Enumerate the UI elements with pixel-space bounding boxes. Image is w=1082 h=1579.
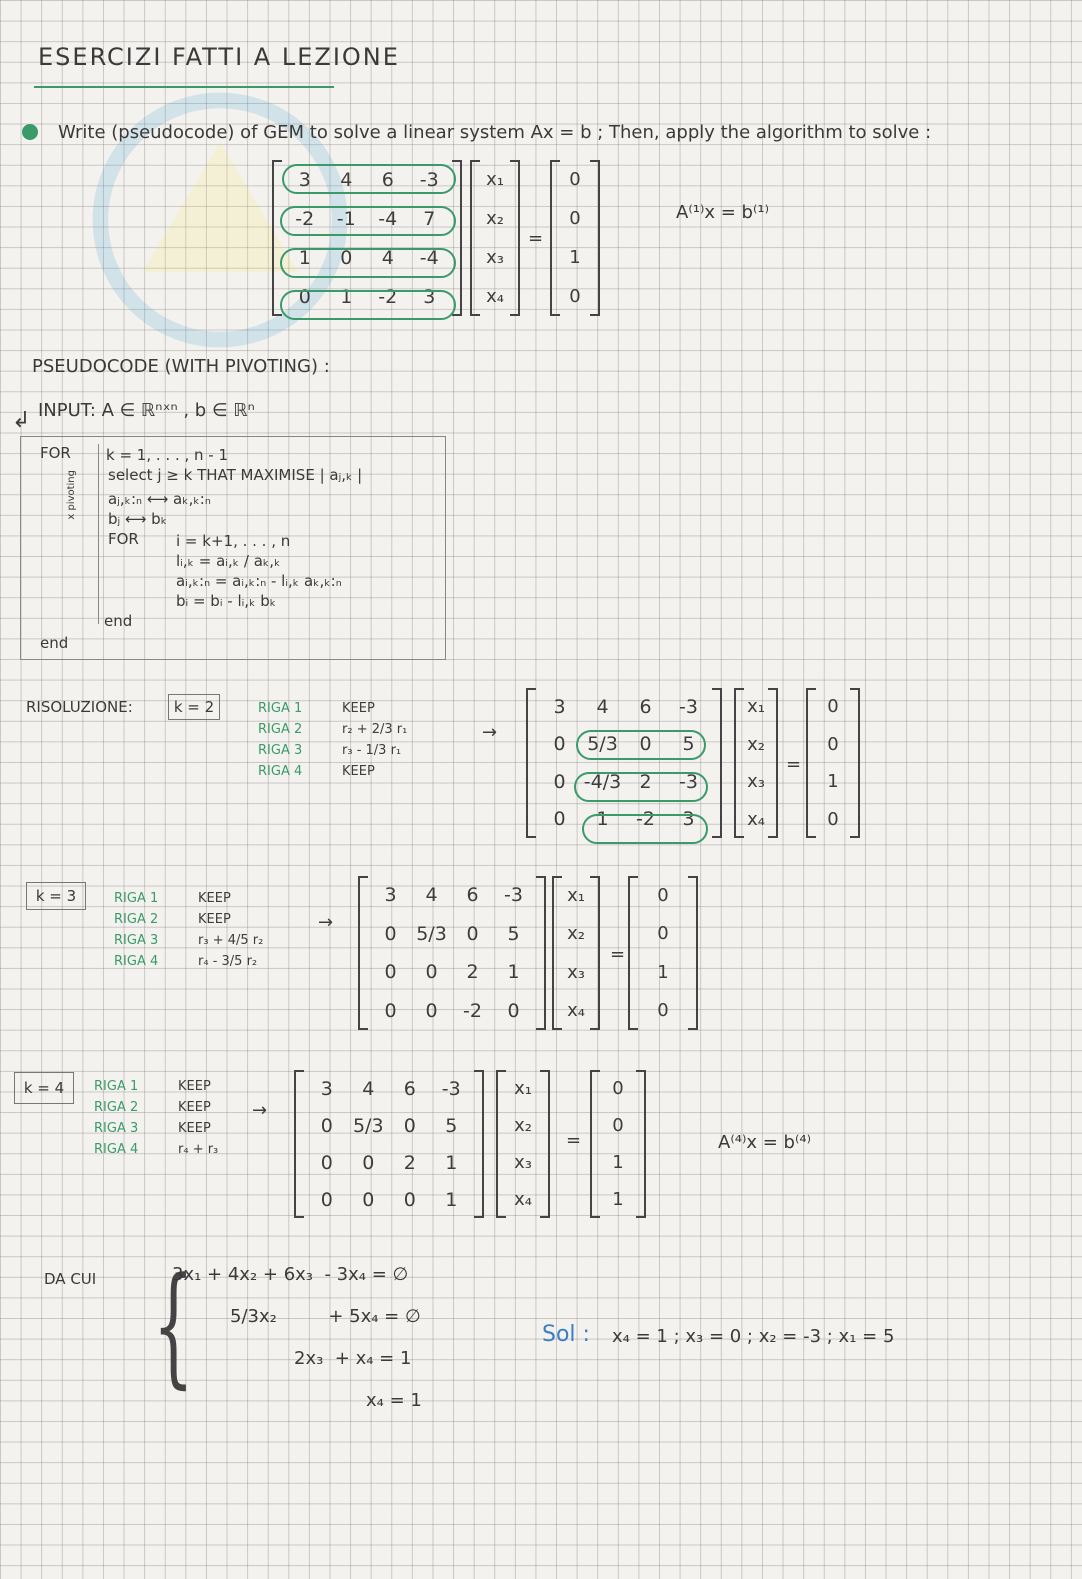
row-op (94, 1118, 244, 1139)
matrix-cell: 0 (384, 961, 397, 984)
matrix-cell: 6 (403, 1077, 416, 1100)
row-operation: KEEP (198, 891, 231, 906)
matrix-cell: -2 (295, 207, 315, 230)
row-oval (582, 814, 708, 844)
row-name: RIGA 4 (94, 1142, 139, 1157)
matrix-cell: 0 (384, 922, 397, 945)
matrix-cell: 4 (362, 1077, 375, 1100)
for-keyword: FOR (40, 444, 71, 462)
row-name: RIGA 3 (114, 933, 159, 948)
matrix-cell: 0 (340, 246, 353, 269)
rhs-cell: 0 (827, 808, 839, 830)
rhs-cell: 0 (569, 286, 581, 307)
row-ops (258, 698, 458, 782)
rhs-cell: 0 (827, 696, 839, 718)
equation: 2x₃ + x₄ = 1 (294, 1348, 412, 1369)
matrix-cell: 6 (381, 168, 394, 191)
row-operation: KEEP (342, 701, 375, 716)
rhs-cell: 0 (569, 208, 581, 229)
matrix-cell: 3 (553, 695, 566, 718)
row-name: RIGA 1 (94, 1079, 139, 1094)
from-which-label: DA CUI (44, 1270, 97, 1288)
code-line: select j ≥ k THAT MAXIMISE | aⱼ,ₖ | (108, 466, 363, 484)
matrix-cell: -1 (336, 207, 356, 230)
rhs-cell: 0 (612, 1115, 624, 1136)
row-oval (280, 290, 456, 320)
matrix-cell: -2 (463, 999, 482, 1022)
matrix-cell: 6 (466, 884, 479, 907)
vector-x-2 (734, 688, 778, 838)
vector-b-3 (628, 876, 698, 1030)
matrix-cell: 1 (340, 285, 353, 308)
equals-sign: = (610, 944, 626, 965)
pseudocode-input: INPUT: A ∈ ℝⁿˣⁿ , b ∈ ℝⁿ (38, 400, 255, 421)
equals-sign: = (566, 1130, 582, 1151)
unknown-cell: x₂ (747, 733, 765, 755)
unknown-cell: x₃ (747, 771, 765, 793)
rhs-cell: 0 (827, 733, 839, 755)
matrix-cell: -2 (378, 285, 398, 308)
matrix-cell: 0 (320, 1114, 333, 1137)
row-op (94, 1076, 244, 1097)
page-title: ESERCIZI FATTI A LEZIONE (38, 43, 400, 71)
return-arrow-icon: ↲ (12, 408, 31, 433)
row-oval (574, 772, 708, 802)
exercise-prompt: Write (pseudocode) of GEM to solve a linear system Ax = b ; Then, apply the algorithm to solve : (58, 122, 932, 143)
equation: 3x₁ + 4x₂ + 6x₃ - 3x₄ = ∅ (172, 1264, 409, 1285)
matrix-cell: 3 (384, 884, 397, 907)
matrix-cell: 3 (682, 808, 695, 831)
rhs-cell: 0 (657, 884, 669, 906)
bullet-dot (22, 124, 38, 140)
for-keyword: FOR (108, 530, 139, 548)
matrix-a-3 (358, 876, 546, 1030)
pseudocode-heading: PSEUDOCODE (WITH PIVOTING) : (32, 356, 330, 377)
row-operation: r₄ - 3/5 r₂ (198, 954, 258, 969)
matrix-cell: 6 (639, 695, 652, 718)
equation: x₄ = 1 (366, 1390, 422, 1411)
row-operation: r₃ + 4/5 r₂ (198, 933, 264, 948)
matrix-cell: 3 (320, 1077, 333, 1100)
code-line: bⱼ ⟷ bₖ (108, 510, 168, 528)
end-keyword: end (104, 612, 133, 630)
row-op (114, 930, 314, 951)
row-operation: KEEP (178, 1121, 211, 1136)
unknown-cell: x₁ (486, 169, 504, 190)
solution-label: RISOLUZIONE: (26, 698, 133, 716)
unknown-cell: x₄ (747, 808, 765, 830)
rhs-cell: 1 (569, 247, 581, 268)
end-keyword: end (40, 634, 69, 652)
matrix-cell: -2 (636, 808, 655, 831)
rhs-cell: 0 (569, 169, 581, 190)
vector-x-1 (470, 160, 520, 316)
matrix-cell: 1 (596, 808, 609, 831)
code-line: aⱼ,ₖ:ₙ ⟷ aₖ,ₖ:ₙ (108, 490, 211, 508)
row-operation: KEEP (178, 1100, 211, 1115)
matrix-cell: 3 (423, 285, 436, 308)
vector-x-4 (496, 1070, 550, 1218)
row-op (258, 719, 458, 740)
rhs-cell: 0 (612, 1078, 624, 1099)
brace-icon: { (152, 1249, 195, 1401)
matrix-cell: 5/3 (352, 1114, 384, 1137)
vector-b-2 (806, 688, 860, 838)
matrix-cell: 1 (507, 961, 520, 984)
matrix-cell: 0 (403, 1188, 416, 1211)
row-op (114, 909, 314, 930)
row-op (94, 1097, 244, 1118)
matrix-cell: -4 (378, 207, 398, 230)
row-name: RIGA 4 (258, 764, 303, 779)
equals-sign: = (786, 754, 802, 775)
matrix-cell: 5/3 (416, 922, 447, 945)
matrix-cell: 3 (298, 168, 311, 191)
row-op (258, 740, 458, 761)
vector-b-1 (550, 160, 600, 316)
matrix-cell: 0 (403, 1114, 416, 1137)
row-op (114, 951, 314, 972)
vector-x-3 (552, 876, 600, 1030)
matrix-cell: 0 (466, 922, 479, 945)
matrix-cell: 4 (381, 246, 394, 269)
system-label-1: A⁽¹⁾x = b⁽¹⁾ (676, 202, 770, 223)
title-underline (34, 86, 334, 88)
matrix-cell: 5 (507, 922, 520, 945)
unknown-cell: x₃ (514, 1152, 532, 1173)
matrix-cell: 7 (423, 207, 436, 230)
row-operation: KEEP (342, 764, 375, 779)
matrix-cell: 5/3 (587, 733, 618, 756)
for-range: i = k+1, . . . , n (176, 532, 291, 550)
row-operation: KEEP (178, 1079, 211, 1094)
matrix-cell: -3 (441, 1077, 461, 1100)
matrix-cell: 0 (320, 1151, 333, 1174)
matrix-cell: 0 (507, 999, 520, 1022)
matrix-cell: -3 (679, 770, 698, 793)
matrix-cell: -3 (679, 695, 698, 718)
code-line: lᵢ,ₖ = aᵢ,ₖ / aₖ,ₖ (176, 552, 281, 570)
row-oval (280, 248, 456, 278)
row-oval (280, 206, 456, 236)
matrix-cell: 4 (596, 695, 609, 718)
rhs-cell: 1 (612, 1189, 624, 1210)
rhs-cell: 1 (612, 1152, 624, 1173)
k-box: k = 2 (168, 694, 220, 720)
matrix-cell: 2 (403, 1151, 416, 1174)
row-operation: r₂ + 2/3 r₁ (342, 722, 408, 737)
row-name: RIGA 2 (258, 722, 303, 737)
matrix-cell: -3 (419, 168, 439, 191)
matrix-cell: -4/3 (583, 770, 622, 793)
matrix-cell: 0 (362, 1151, 375, 1174)
arrow-icon: → (318, 912, 334, 933)
row-operation: r₃ - 1/3 r₁ (342, 743, 402, 758)
row-op (114, 888, 314, 909)
row-operation: r₄ + r₃ (178, 1142, 219, 1157)
matrix-cell: 0 (298, 285, 311, 308)
matrix-cell: 0 (425, 999, 438, 1022)
matrix-cell: 4 (425, 884, 438, 907)
matrix-cell: 5 (682, 733, 695, 756)
vector-b-4 (590, 1070, 646, 1218)
matrix-cell: 4 (340, 168, 353, 191)
matrix-cell: -4 (419, 246, 439, 269)
rhs-cell: 0 (657, 923, 669, 945)
row-name: RIGA 3 (94, 1121, 139, 1136)
for-range: k = 1, . . . , n - 1 (106, 446, 229, 464)
arrow-icon: → (252, 1100, 268, 1121)
matrix-cell: 0 (425, 961, 438, 984)
rhs-cell: 0 (657, 1000, 669, 1022)
unknown-cell: x₂ (514, 1115, 532, 1136)
matrix-cell: 0 (384, 999, 397, 1022)
k-box: k = 4 (14, 1072, 74, 1104)
row-op (258, 761, 458, 782)
unknown-cell: x₄ (486, 286, 504, 307)
equals-sign: = (528, 228, 544, 249)
matrix-cell: 2 (466, 961, 479, 984)
matrix-cell: 5 (445, 1114, 458, 1137)
row-op (94, 1139, 244, 1160)
row-oval (282, 164, 456, 194)
matrix-a-4 (294, 1070, 484, 1218)
row-op (258, 698, 458, 719)
solution-label: Sol : (542, 1322, 590, 1347)
unknown-cell: x₁ (567, 884, 585, 906)
unknown-cell: x₁ (514, 1078, 532, 1099)
matrix-cell: -3 (504, 884, 523, 907)
matrix-cell: 1 (445, 1151, 458, 1174)
equation: 5/3x₂ + 5x₄ = ∅ (230, 1306, 421, 1327)
system-label-4: A⁽⁴⁾x = b⁽⁴⁾ (718, 1132, 812, 1153)
unknown-cell: x₄ (567, 1000, 585, 1022)
row-name: RIGA 1 (114, 891, 159, 906)
matrix-cell: 1 (298, 246, 311, 269)
matrix-cell: 0 (639, 733, 652, 756)
arrow-icon: → (482, 722, 498, 743)
matrix-cell: 1 (445, 1188, 458, 1211)
rhs-cell: 1 (827, 771, 839, 793)
row-name: RIGA 4 (114, 954, 159, 969)
matrix-cell: 0 (362, 1188, 375, 1211)
matrix-cell: 0 (320, 1188, 333, 1211)
row-oval (576, 730, 706, 760)
k-box: k = 3 (26, 882, 86, 910)
row-name: RIGA 3 (258, 743, 303, 758)
matrix-cell: 2 (639, 770, 652, 793)
pivoting-tag: x pivoting (66, 470, 77, 520)
rhs-cell: 1 (657, 961, 669, 983)
unknown-cell: x₄ (514, 1189, 532, 1210)
code-line: bᵢ = bᵢ - lᵢ,ₖ bₖ (176, 592, 277, 610)
row-name: RIGA 1 (258, 701, 303, 716)
matrix-cell: 0 (553, 733, 566, 756)
code-block-line (98, 444, 99, 624)
unknown-cell: x₂ (486, 208, 504, 229)
unknown-cell: x₃ (486, 247, 504, 268)
row-name: RIGA 2 (114, 912, 159, 927)
row-ops (94, 1076, 244, 1160)
code-line: aᵢ,ₖ:ₙ = aᵢ,ₖ:ₙ - lᵢ,ₖ aₖ,ₖ:ₙ (176, 572, 342, 590)
unknown-cell: x₃ (567, 961, 585, 983)
row-ops (114, 888, 314, 972)
row-name: RIGA 2 (94, 1100, 139, 1115)
row-operation: KEEP (198, 912, 231, 927)
unknown-cell: x₂ (567, 923, 585, 945)
matrix-cell: 0 (553, 808, 566, 831)
solution-values: x₄ = 1 ; x₃ = 0 ; x₂ = -3 ; x₁ = 5 (612, 1326, 895, 1347)
matrix-cell: 0 (553, 770, 566, 793)
unknown-cell: x₁ (747, 696, 765, 718)
